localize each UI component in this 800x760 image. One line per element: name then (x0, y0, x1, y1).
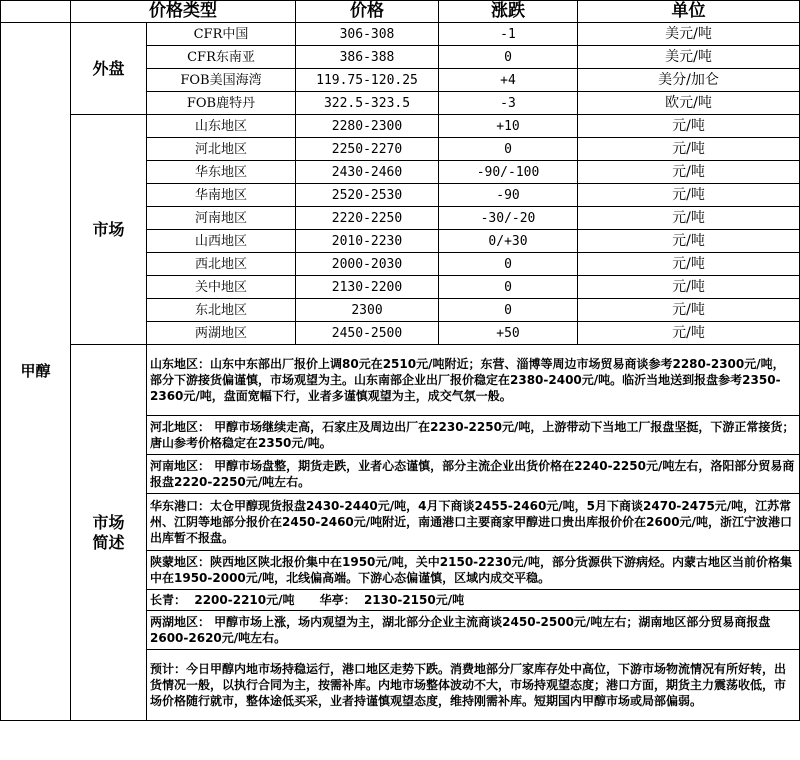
price-value: 306-308 (296, 23, 439, 46)
summary-hebei: 河北地区： 甲醇市场继续走高，石家庄及周边出厂在2230-2250元/吨，上游带动下当地工厂报盘坚挺，下游正常接货；唐山参考价格稳定在2350元/吨。 (147, 416, 800, 455)
region-name: 西北地区 (147, 253, 296, 276)
price-value: 2130-2200 (296, 276, 439, 299)
price-change: 0 (439, 138, 578, 161)
price-value: 322.5-323.5 (296, 92, 439, 115)
price-value: 2000-2030 (296, 253, 439, 276)
price-change: -3 (439, 92, 578, 115)
summary-shandong: 山东地区：山东中东部出厂报价上调80元在2510元/吨附近；东营、淄博等周边市场贸易商谈参考2280-2300元/吨，部分下游接货偏谨慎，市场观望为主。山东南部企业出厂报价稳定在2380-2400元/吨。临沂当地送到报盘参考2350-2360元/吨，盘面宽幅下行，业者多谨慎观望为主，成交气氛一般。 (147, 345, 800, 416)
price-change: -1 (439, 23, 578, 46)
price-unit: 元/吨 (578, 299, 800, 322)
price-value: 2220-2250 (296, 207, 439, 230)
summary-changqing-huating: 长青： 2200-2210元/吨 华亭： 2130-2150元/吨 (147, 590, 800, 611)
summary-east-china-port: 华东港口：太仓甲醇现货报盘2430-2440元/吨，4月下商谈2455-2460元/吨，5月下商谈2470-2475元/吨，江苏常州、江阴等地部分报价在2450-2460元/吨附近，南通港口主要商家甲醇进口贵出库报价价在2600元/吨，浙江宁波港口出库暂不报盘。 (147, 494, 800, 551)
region-name: 华东地区 (147, 161, 296, 184)
price-change: 0 (439, 253, 578, 276)
region-name: 关中地区 (147, 276, 296, 299)
price-value: 2430-2460 (296, 161, 439, 184)
price-change: 0 (439, 46, 578, 69)
price-change: 0/+30 (439, 230, 578, 253)
summary-row (1, 345, 800, 416)
price-change: 0 (439, 299, 578, 322)
header-unit: 单位 (578, 1, 800, 23)
price-unit: 元/吨 (578, 138, 800, 161)
price-change: -90/-100 (439, 161, 578, 184)
price-unit: 元/吨 (578, 276, 800, 299)
price-unit: 美分/加仑 (578, 69, 800, 92)
price-type: CFR中国 (147, 23, 296, 46)
price-unit: 元/吨 (578, 322, 800, 345)
header-change: 涨跌 (439, 1, 578, 23)
group-summary-line1: 市场 (92, 512, 125, 532)
price-type: FOB美国海湾 (147, 69, 296, 92)
product-name: 甲醇 (1, 23, 71, 721)
price-unit: 元/吨 (578, 184, 800, 207)
price-value: 2450-2500 (296, 322, 439, 345)
price-value: 2520-2530 (296, 184, 439, 207)
price-unit: 元/吨 (578, 207, 800, 230)
region-name: 山东地区 (147, 115, 296, 138)
group-foreign: 外盘 (71, 23, 147, 115)
price-change: +10 (439, 115, 578, 138)
price-value: 2300 (296, 299, 439, 322)
summary-forecast: 预计：今日甲醇内地市场持稳运行，港口地区走势下跌。消费地部分厂家库存处中高位，下游市场物流情况有所好转，出货情况一般，以执行合同为主，按需补库。内地市场整体波动不大，市场持观望态度；港口方面，期货主力震荡收低，市场价格随行就市，整体途低买采，业者持谨慎观望态度，维持刚需补库。短期国内甲醇市场或局部偏弱。 (147, 650, 800, 721)
header-blank-cell (1, 1, 71, 23)
group-market: 市场 (71, 115, 147, 345)
price-change: -30/-20 (439, 207, 578, 230)
price-type: CFR东南亚 (147, 46, 296, 69)
price-unit: 元/吨 (578, 230, 800, 253)
price-change: +4 (439, 69, 578, 92)
region-name: 东北地区 (147, 299, 296, 322)
price-value: 119.75-120.25 (296, 69, 439, 92)
foreign-row (1, 23, 800, 46)
price-unit: 元/吨 (578, 161, 800, 184)
price-unit: 美元/吨 (578, 46, 800, 69)
price-change: -90 (439, 184, 578, 207)
summary-shaanxi-mongolia: 陕蒙地区：陕西地区陕北报价集中在1950元/吨，关中2150-2230元/吨，部分货源供下游病烃。内蒙古地区当前价格集中在1950-2000元/吨，北线偏高端。下游心态偏谨慎，区域内成交平稳。 (147, 551, 800, 590)
header-price: 价格 (296, 1, 439, 23)
price-value: 2010-2230 (296, 230, 439, 253)
group-summary (71, 345, 147, 721)
price-change: +50 (439, 322, 578, 345)
summary-henan: 河南地区： 甲醇市场盘整，期货走跌，业者心态谨慎，部分主流企业出货价格在2240-2250元/吨左右，洛阳部分贸易商报盘2220-2250元/吨左右。 (147, 455, 800, 494)
region-name: 两湖地区 (147, 322, 296, 345)
group-summary-line2: 简述 (92, 532, 125, 552)
region-name: 河北地区 (147, 138, 296, 161)
price-unit: 元/吨 (578, 253, 800, 276)
price-value: 2280-2300 (296, 115, 439, 138)
region-name: 河南地区 (147, 207, 296, 230)
price-unit: 元/吨 (578, 115, 800, 138)
header-category: 价格类型 (71, 1, 296, 23)
header-row (1, 1, 800, 23)
market-row (1, 115, 800, 138)
summary-lianghu: 两湖地区： 甲醇市场上涨，场内观望为主，湖北部分企业主流商谈2450-2500元/吨左右；湖南地区部分贸易商报盘2600-2620元/吨左右。 (147, 611, 800, 650)
price-unit: 欧元/吨 (578, 92, 800, 115)
region-name: 华南地区 (147, 184, 296, 207)
price-unit: 美元/吨 (578, 23, 800, 46)
price-type: FOB鹿特丹 (147, 92, 296, 115)
price-value: 2250-2270 (296, 138, 439, 161)
price-change: 0 (439, 276, 578, 299)
region-name: 山西地区 (147, 230, 296, 253)
price-value: 386-388 (296, 46, 439, 69)
